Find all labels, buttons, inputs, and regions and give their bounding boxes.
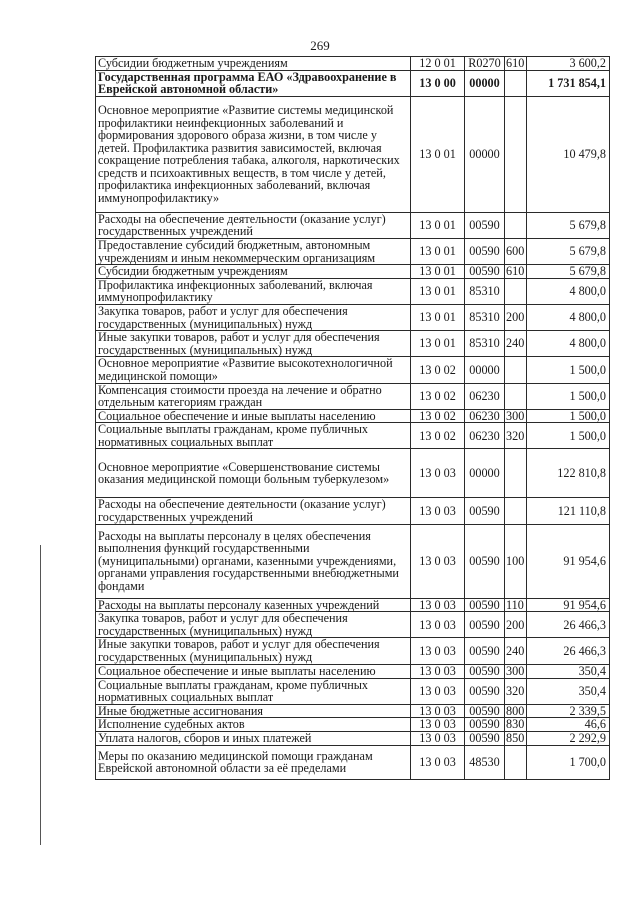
table-row	[96, 732, 610, 746]
expense-type-cell	[505, 498, 527, 524]
target-article-cell: 06230	[465, 423, 505, 449]
table-row	[96, 598, 610, 612]
table-row	[96, 718, 610, 732]
amount-cell: 122 810,8	[527, 449, 610, 498]
amount-cell: 1 500,0	[527, 423, 610, 449]
target-article-cell: 85310	[465, 278, 505, 304]
expense-type-cell: 610	[505, 265, 527, 279]
expense-name-cell: Иные закупки товаров, работ и услуг для обеспечения государственных (муниципальных) нужд	[96, 638, 411, 664]
target-article-cell: 06230	[465, 409, 505, 423]
expense-name-cell: Основное мероприятие «Развитие высокотехнологичной медицинской помощи»	[96, 357, 411, 383]
amount-cell: 1 700,0	[527, 745, 610, 779]
expense-name-cell: Субсидии бюджетным учреждениям	[96, 265, 411, 279]
table-row	[96, 524, 610, 598]
expense-name-cell: Уплата налогов, сборов и иных платежей	[96, 732, 411, 746]
amount-cell: 1 500,0	[527, 357, 610, 383]
target-article-cell: 00590	[465, 732, 505, 746]
amount-cell: 1 500,0	[527, 383, 610, 409]
target-article-cell: 00590	[465, 498, 505, 524]
expense-type-cell: 300	[505, 409, 527, 423]
target-article-cell: 00590	[465, 678, 505, 704]
section-code-cell: 13 0 01	[411, 278, 465, 304]
amount-cell: 10 479,8	[527, 96, 610, 212]
section-code-cell: 13 0 01	[411, 331, 465, 357]
table-row	[96, 304, 610, 330]
amount-cell: 2 339,5	[527, 704, 610, 718]
expense-type-cell: 800	[505, 704, 527, 718]
amount-cell: 91 954,6	[527, 598, 610, 612]
table-row	[96, 212, 610, 238]
target-article-cell: 00590	[465, 598, 505, 612]
expense-name-cell: Расходы на обеспечение деятельности (оказание услуг) государственных учреждений	[96, 498, 411, 524]
table-row	[96, 357, 610, 383]
section-code-cell: 13 0 01	[411, 238, 465, 264]
amount-cell: 91 954,6	[527, 524, 610, 598]
amount-cell: 4 800,0	[527, 331, 610, 357]
amount-cell: 4 800,0	[527, 304, 610, 330]
target-article-cell: 00590	[465, 704, 505, 718]
expense-type-cell	[505, 212, 527, 238]
section-code-cell: 13 0 03	[411, 678, 465, 704]
expense-type-cell: 320	[505, 423, 527, 449]
target-article-cell: 48530	[465, 745, 505, 779]
expense-name-cell: Иные бюджетные ассигнования	[96, 704, 411, 718]
expense-type-cell	[505, 357, 527, 383]
expense-type-cell: 830	[505, 718, 527, 732]
section-code-cell: 13 0 01	[411, 265, 465, 279]
expense-name-cell: Исполнение судебных актов	[96, 718, 411, 732]
table-row	[96, 638, 610, 664]
table-row	[96, 238, 610, 264]
amount-cell: 46,6	[527, 718, 610, 732]
target-article-cell: 00590	[465, 612, 505, 638]
target-article-cell: 85310	[465, 304, 505, 330]
target-article-cell: 00590	[465, 524, 505, 598]
table-row	[96, 409, 610, 423]
section-code-cell: 13 0 00	[411, 70, 465, 96]
margin-line	[40, 545, 41, 845]
table-row	[96, 70, 610, 96]
section-code-cell: 13 0 03	[411, 638, 465, 664]
section-code-cell: 12 0 01	[411, 57, 465, 71]
expense-name-cell: Компенсация стоимости проезда на лечение и обратно отдельным категориям граждан	[96, 383, 411, 409]
section-code-cell: 13 0 02	[411, 357, 465, 383]
table-row	[96, 678, 610, 704]
target-article-cell: 00000	[465, 357, 505, 383]
table-row	[96, 498, 610, 524]
amount-cell: 4 800,0	[527, 278, 610, 304]
target-article-cell: 00590	[465, 265, 505, 279]
expense-type-cell: 320	[505, 678, 527, 704]
target-article-cell: 00000	[465, 70, 505, 96]
expense-name-cell: Расходы на выплаты персоналу в целях обеспечения выполнения функций государственными (муниципальными) органами, казенными учреждениями, органами управления государственными внебюджетными фондами	[96, 524, 411, 598]
amount-cell: 5 679,8	[527, 265, 610, 279]
expense-name-cell: Основное мероприятие «Развитие системы медицинской профилактики неинфекционных заболеваний и формирования здорового образа жизни, в том числе у детей. Профилактика развития зависимостей, включая сокращение потребления табака, алкоголя, наркотических средств и психоактивных веществ, в том числе у детей, профилактика инфекционных заболеваний, включая иммунопрофилактику»	[96, 96, 411, 212]
expense-type-cell	[505, 70, 527, 96]
expense-type-cell: 600	[505, 238, 527, 264]
expense-name-cell: Социальные выплаты гражданам, кроме публичных нормативных социальных выплат	[96, 423, 411, 449]
table-row	[96, 704, 610, 718]
table-row	[96, 265, 610, 279]
amount-cell: 350,4	[527, 678, 610, 704]
expense-name-cell: Основное мероприятие «Совершенствование системы оказания медицинской помощи больным туберкулезом»	[96, 449, 411, 498]
amount-cell: 1 731 854,1	[527, 70, 610, 96]
expense-type-cell	[505, 745, 527, 779]
table-row	[96, 664, 610, 678]
expense-type-cell: 240	[505, 331, 527, 357]
expense-name-cell: Профилактика инфекционных заболеваний, включая иммунопрофилактику	[96, 278, 411, 304]
expense-name-cell: Расходы на обеспечение деятельности (оказание услуг) государственных учреждений	[96, 212, 411, 238]
target-article-cell: 00000	[465, 449, 505, 498]
section-code-cell: 13 0 03	[411, 498, 465, 524]
target-article-cell: 00590	[465, 212, 505, 238]
target-article-cell: R0270	[465, 57, 505, 71]
table-row	[96, 383, 610, 409]
expense-type-cell	[505, 383, 527, 409]
section-code-cell: 13 0 03	[411, 449, 465, 498]
section-code-cell: 13 0 01	[411, 96, 465, 212]
section-code-cell: 13 0 03	[411, 524, 465, 598]
expense-type-cell: 200	[505, 304, 527, 330]
table-row	[96, 423, 610, 449]
amount-cell: 26 466,3	[527, 612, 610, 638]
section-code-cell: 13 0 03	[411, 718, 465, 732]
target-article-cell: 00000	[465, 96, 505, 212]
section-code-cell: 13 0 02	[411, 423, 465, 449]
amount-cell: 26 466,3	[527, 638, 610, 664]
target-article-cell: 00590	[465, 638, 505, 664]
expense-name-cell: Социальное обеспечение и иные выплаты населению	[96, 664, 411, 678]
amount-cell: 350,4	[527, 664, 610, 678]
table-row	[96, 57, 610, 71]
expense-type-cell: 300	[505, 664, 527, 678]
section-code-cell: 13 0 03	[411, 612, 465, 638]
section-code-cell: 13 0 01	[411, 304, 465, 330]
amount-cell: 5 679,8	[527, 238, 610, 264]
section-code-cell: 13 0 03	[411, 704, 465, 718]
expense-type-cell: 200	[505, 612, 527, 638]
expense-name-cell: Социальные выплаты гражданам, кроме публичных нормативных социальных выплат	[96, 678, 411, 704]
expense-type-cell	[505, 449, 527, 498]
expense-type-cell: 110	[505, 598, 527, 612]
expense-name-cell: Закупка товаров, работ и услуг для обеспечения государственных (муниципальных) нужд	[96, 612, 411, 638]
expense-type-cell	[505, 278, 527, 304]
expense-type-cell: 100	[505, 524, 527, 598]
budget-table	[95, 56, 610, 780]
expense-type-cell: 850	[505, 732, 527, 746]
table-row	[96, 331, 610, 357]
target-article-cell: 00590	[465, 664, 505, 678]
expense-name-cell: Расходы на выплаты персоналу казенных учреждений	[96, 598, 411, 612]
table-row	[96, 278, 610, 304]
section-code-cell: 13 0 03	[411, 745, 465, 779]
section-code-cell: 13 0 02	[411, 409, 465, 423]
table-row	[96, 96, 610, 212]
amount-cell: 2 292,9	[527, 732, 610, 746]
table-row	[96, 745, 610, 779]
expense-name-cell: Социальное обеспечение и иные выплаты населению	[96, 409, 411, 423]
expense-type-cell	[505, 96, 527, 212]
section-code-cell: 13 0 03	[411, 598, 465, 612]
target-article-cell: 06230	[465, 383, 505, 409]
page-number: 269	[310, 38, 330, 53]
expense-name-cell: Субсидии бюджетным учреждениям	[96, 57, 411, 71]
table-row	[96, 612, 610, 638]
target-article-cell: 00590	[465, 718, 505, 732]
section-code-cell: 13 0 01	[411, 212, 465, 238]
amount-cell: 1 500,0	[527, 409, 610, 423]
section-code-cell: 13 0 03	[411, 732, 465, 746]
amount-cell: 3 600,2	[527, 57, 610, 71]
amount-cell: 5 679,8	[527, 212, 610, 238]
amount-cell: 121 110,8	[527, 498, 610, 524]
section-code-cell: 13 0 02	[411, 383, 465, 409]
expense-name-cell: Иные закупки товаров, работ и услуг для обеспечения государственных (муниципальных) нужд	[96, 331, 411, 357]
target-article-cell: 00590	[465, 238, 505, 264]
expense-name-cell: Закупка товаров, работ и услуг для обеспечения государственных (муниципальных) нужд	[96, 304, 411, 330]
expense-type-cell: 610	[505, 57, 527, 71]
target-article-cell: 85310	[465, 331, 505, 357]
expense-type-cell: 240	[505, 638, 527, 664]
table-row	[96, 449, 610, 498]
expense-name-cell: Государственная программа ЕАО «Здравоохранение в Еврейской автономной области»	[96, 70, 411, 96]
section-code-cell: 13 0 03	[411, 664, 465, 678]
expense-name-cell: Меры по оказанию медицинской помощи гражданам Еврейской автономной области за её пределами	[96, 745, 411, 779]
expense-name-cell: Предоставление субсидий бюджетным, автономным учреждениям и иным некоммерческим организациям	[96, 238, 411, 264]
